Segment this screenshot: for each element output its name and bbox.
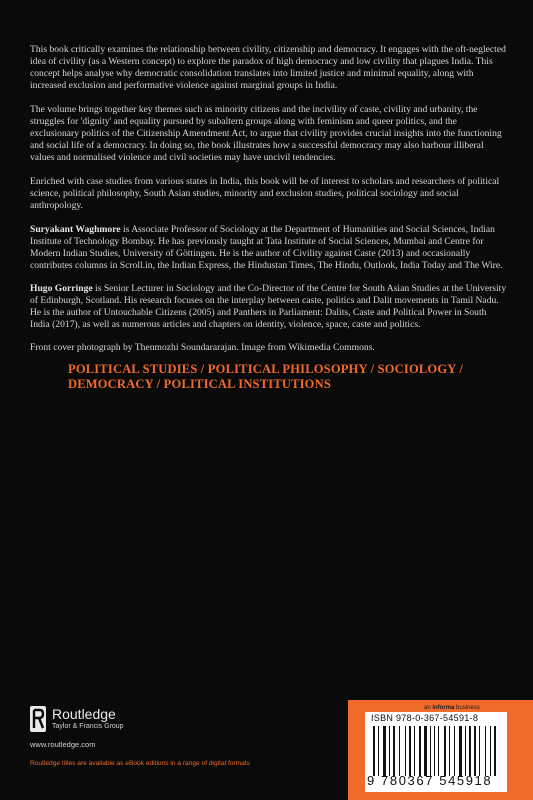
barcode-bar [393,726,395,776]
barcode-bar [407,726,408,776]
barcode-bar [391,726,392,776]
barcode-bar [424,726,427,776]
barcode-bar [401,726,404,776]
barcode-bar [405,726,406,776]
barcode-bar [383,726,386,776]
publisher-logo-text [52,706,124,731]
barcode-bar [430,726,431,776]
barcode-bar [492,726,493,776]
informa-business-tag: an informa business [424,705,480,711]
author-bios [30,224,508,331]
barcode-bar [396,726,398,776]
barcode-bar [414,726,415,776]
routledge-logo-icon [30,706,46,732]
author-name-1: Suryakant Waghmore [30,224,121,235]
publisher-group: Taylor & Francis Group [52,723,124,730]
author-bio-2-text: is Senior Lecturer in Sociology and the Co-Director of the Centre for South Asian Studies at the University of Edinburgh, Scotland. His research focuses on the interplay between caste, politics and Dalit movements in Tamil Nadu. He is the author of Untouchable Citizens (2005) and Panthers in Parliament: Dalits, Caste and Political Power in South India (2017), as well as numerous articles and chapters on identity, violence, space, caste and politics. [30,283,507,330]
barcode-bar [449,726,450,776]
barcode-bar [469,726,471,776]
barcode-bar [412,726,413,776]
barcode-bar [444,726,446,776]
author-bio-2 [30,283,508,331]
description-paragraph-1: This book critically examines the relationship between civility, citizenship and democracy. It engages with the oft-neglected idea of civility (as a Western concept) to explore the paradox of high democracy and low civility that plagues India. This concept helps analyse why democratic consolidation translates into limited justice and minimal equality, along with increased exclusion and performative violence against marginal groups in India. [30,44,506,91]
barcode-bar [380,726,382,776]
ebook-note: Routledge titles are available as eBook editions in a range of digital formats [30,760,250,767]
barcode-bar [431,726,433,776]
barcode-bar [494,726,496,776]
barcode [365,712,507,792]
barcode-bar [409,726,411,776]
barcode-bar [378,726,379,776]
barcode-bar [456,726,458,776]
barcode-bars [373,726,499,776]
barcode-bar [416,726,418,776]
isbn-text: ISBN 978-0-367-54591-8 [371,713,479,723]
barcode-bar [479,726,480,776]
author-bio-1-text: is Associate Professor of Sociology at the Department of Humanities and Social Sciences, Indian Institute of Technology Bombay. He has previously taught at Tata Institute of Social Sciences, Mumbai and Centre for Modern Indian Studies, University of Göttingen. He is the author of Civility against Caste (2013) and occasionally contributes columns in Scroll.in, the Indian Express, the Hindustan Times, The Hindu, Outlook, India Today and The Wire. [30,224,503,271]
barcode-bar [438,726,439,776]
barcode-bar [373,726,375,776]
subject-line-1: POLITICAL STUDIES / POLITICAL PHILOSOPHY / SOCIOLOGY / [68,362,464,376]
publisher-logo [30,706,124,732]
barcode-bar [467,726,468,776]
barcode-bar [428,726,429,776]
barcode-bar [474,726,476,776]
barcode-bar [447,726,448,776]
barcode-bar [477,726,478,776]
subject-categories [68,362,508,392]
barcode-bar [459,726,462,776]
barcode-bar [422,726,423,776]
barcode-bar [440,726,443,776]
barcode-bar [434,726,435,776]
barcode-bar [485,726,486,776]
author-bio-1 [30,224,508,272]
barcode-digits: 9 780367 545918 [367,773,493,788]
blurb-area [30,44,508,392]
description-paragraph-3: Enriched with case studies from various states in India, this book will be of interest to scholars and researchers of political science, political philosophy, South Asian studies, minority and exclusion studies, political sociology and social anthropology. [30,176,500,211]
description-paragraph-2: The volume brings together key themes such as minority citizens and the incivility of caste, civility and urbanity, the struggles for 'dignity' and equality pursued by subaltern groups along with feminism and queer politics, and the exclusionary politics of the Citizenship Amendment Act, to argue that civility provides crucial insights into the functioning and social life of a democracy. In doing so, the book illustrates how a successful democracy may also harbour illiberal values and normalised violence and civil societies may have uncivil tendencies. [30,104,502,163]
barcode-bar [399,726,400,776]
barcode-bar [436,726,437,776]
subject-line-2: DEMOCRACY / POLITICAL INSTITUTIONS [68,377,331,391]
barcode-bar [481,726,484,776]
cover-credit: Front cover photograph by Thenmozhi Soundararajan. Image from Wikimedia Commons. [30,342,375,353]
author-name-2: Hugo Gorringe [30,283,93,294]
barcode-bar [497,726,498,776]
barcode-bar [419,726,421,776]
barcode-bar [490,726,491,776]
barcode-bar [389,726,390,776]
barcode-bar [387,726,388,776]
barcode-bar [376,726,377,776]
barcode-bar [465,726,466,776]
barcode-bar [454,726,455,776]
barcode-bar [463,726,464,776]
publisher-name: Routledge [52,706,116,722]
barcode-bar [472,726,473,776]
publisher-url[interactable]: www.routledge.com [30,740,96,749]
barcode-bar [487,726,489,776]
barcode-bar [451,726,453,776]
